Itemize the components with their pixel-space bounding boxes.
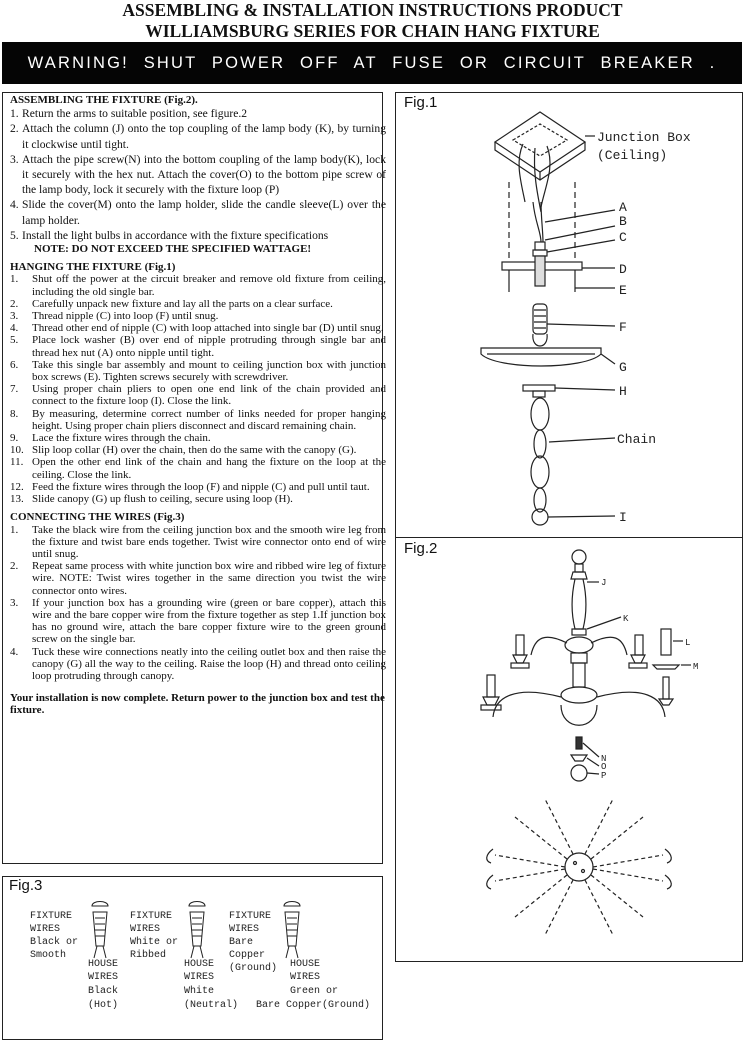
step-number: 4. xyxy=(10,645,19,658)
step-text: Take this single bar assembly and mount to ceiling junction box with junction box screws (E). Tighten screws securely with screwdriver. xyxy=(32,358,386,384)
step-number: 8. xyxy=(10,407,19,420)
g2-h3: White xyxy=(184,986,215,997)
part-a-label: A xyxy=(619,200,627,215)
g3-h2: WIRES xyxy=(290,972,321,983)
step-text: Attach the pipe screw(N) into the bottom coupling of the lamp body(K), lock it securely with the hex nut. Attach the cover(O) to the bottom pipe screw of the lamp body, lock it securely with the fixture loop (P) xyxy=(22,152,386,197)
step-item xyxy=(10,273,386,297)
step-item xyxy=(10,383,386,407)
step-item xyxy=(10,106,386,121)
g1-h4: (Hot) xyxy=(88,1000,119,1011)
ceiling-label: (Ceiling) xyxy=(597,148,668,163)
g1-h3: Black xyxy=(88,986,119,997)
step-text: Slide canopy (G) up flush to ceiling, secure using loop (H). xyxy=(32,493,293,506)
step-text: Feed the fixture wires through the loop (F) and nipple (C) and pull until taut. xyxy=(32,480,370,493)
part-h-label: H xyxy=(619,384,627,399)
fig1-label: Fig.1 xyxy=(404,94,438,111)
part-f-label: F xyxy=(619,320,627,335)
step-text: Place lock washer (B) over end of nipple protruding through single bar and thread hex nut (A) onto nipple until tight. xyxy=(32,334,386,359)
part-n-label: N xyxy=(601,754,607,764)
fig3-label: Fig.3 xyxy=(9,877,43,894)
step-number: 1. xyxy=(10,107,19,121)
g1-f3: Black or xyxy=(30,937,79,948)
step-text: Slide the cover(M) onto the lamp holder, slide the candle sleeve(L) over the lamp holder. xyxy=(22,198,386,227)
part-o-label: O xyxy=(601,762,607,772)
step-item xyxy=(10,524,386,561)
g3-h3: Green or xyxy=(290,986,339,997)
step-number: 7. xyxy=(10,383,19,396)
step-text: Tuck these wire connections neatly into the ceiling outlet box and then raise the canopy (G) all the way to the ceiling. Raise the loop (H) and thread onto ceiling loop protruding through canopy. xyxy=(32,645,386,682)
step-number: 4. xyxy=(10,322,19,335)
step-text: Open the other end link of the chain and hang the fixture on the loop at the ceiling. Close the link. xyxy=(32,456,386,481)
step-item xyxy=(10,334,386,358)
step-text: If your junction box has a grounding wire (green or bare copper), attach this wire and the bare copper wire from the fixture together as step 1.If junction box has no ground wire, attach the bare copper fixture wire to the green ground screw on the single bar. xyxy=(32,596,386,646)
step-number: 6. xyxy=(10,358,19,371)
chain-label: Chain xyxy=(617,432,657,447)
g3-h1: HOUSE xyxy=(290,959,321,970)
step-number: 3. xyxy=(10,152,19,166)
part-c-label: C xyxy=(619,230,627,245)
step-item xyxy=(10,432,386,444)
g2-f1: FIXTURE xyxy=(130,911,173,922)
step-item xyxy=(10,322,386,334)
assembling-title: ASSEMBLING THE FIXTURE (Fig.2). xyxy=(10,94,198,106)
g2-f3: White or xyxy=(130,937,179,948)
step-text: Carefully unpack new fixture and lay all the parts on a clear surface. xyxy=(32,297,333,310)
part-l-label: L xyxy=(685,638,691,648)
g3-f4: Copper xyxy=(229,950,266,961)
step-item xyxy=(10,646,386,683)
step-item xyxy=(10,298,386,310)
g3-f3: Bare xyxy=(229,937,254,948)
completion-note: Your installation is now complete. Return power to the junction box and test the fixture. xyxy=(10,692,385,717)
g2-h1: HOUSE xyxy=(184,959,215,970)
g1-h2: WIRES xyxy=(88,972,119,983)
step-number: 1. xyxy=(10,523,19,536)
step-text: By measuring, determine correct number of links needed for proper hanging height. Using proper chain pliers disconnect and discard remaining chain. xyxy=(32,407,386,432)
g3-f5: (Ground) xyxy=(229,963,278,974)
step-text: Take the black wire from the ceiling junction box and the smooth wire leg from the fixture and twist bare ends together. Twist wire connector onto end of wire until snug. xyxy=(32,523,386,560)
header-subtitle: WILLIAMSBURG SERIES FOR CHAIN HANG FIXTURE xyxy=(145,21,600,41)
part-m-label: M xyxy=(693,662,699,672)
step-number: 4. xyxy=(10,198,19,212)
wattage-note: NOTE: DO NOT EXCEED THE SPECIFIED WATTAGE! xyxy=(34,243,312,256)
step-item xyxy=(10,444,386,456)
fig1-diagram xyxy=(395,92,743,538)
wires-title: CONNECTING THE WIRES (Fig.3) xyxy=(10,511,185,524)
step-text: Install the light bulbs in accordance with the fixture specifications xyxy=(22,228,329,242)
warning-banner: WARNING! SHUT POWER OFF AT FUSE OR CIRCUIT BREAKER . xyxy=(2,42,742,84)
step-number: 9. xyxy=(10,432,19,445)
part-e-label: E xyxy=(619,283,627,298)
g2-h4: (Neutral) xyxy=(184,1000,239,1011)
step-text: Repeat same process with white junction box wire and ribbed wire leg of fixture wire. NOTE: Twist wires together in the same direction you twist the wire connector onto wires. xyxy=(32,560,386,597)
g2-f2: WIRES xyxy=(130,924,161,935)
step-text: Thread nipple (C) into loop (F) until snug. xyxy=(32,310,219,323)
instructions-text xyxy=(6,92,390,866)
g1-f1: FIXTURE xyxy=(30,911,73,922)
g1-f4: Smooth xyxy=(30,950,67,961)
step-number: 5. xyxy=(10,334,19,347)
part-i-label: I xyxy=(619,510,627,525)
step-text: Using proper chain pliers to open one end link of the chain provided and connect to the fixture loop (I). Close the link. xyxy=(32,383,386,408)
hanging-steps xyxy=(10,273,386,505)
step-item xyxy=(10,197,386,227)
step-text: Shut off the power at the circuit breaker and remove old fixture from ceiling, including the old single bar. xyxy=(32,273,386,298)
step-text: Lace the fixture wires through the chain. xyxy=(32,432,211,445)
step-number: 2. xyxy=(10,560,19,573)
g3-f1: FIXTURE xyxy=(229,911,272,922)
step-text: Slip loop collar (H) over the chain, then do the same with the canopy (G). xyxy=(32,444,357,457)
junction-box-label: Junction Box xyxy=(597,130,691,145)
step-item xyxy=(10,121,386,151)
fig2-diagram xyxy=(395,537,743,962)
step-item xyxy=(10,481,386,493)
part-k-label: K xyxy=(623,614,629,624)
assembling-steps xyxy=(10,106,386,243)
part-g-label: G xyxy=(619,360,627,375)
step-item xyxy=(10,228,386,243)
step-item xyxy=(10,152,386,198)
step-number: 1. xyxy=(10,273,19,286)
step-number: 12. xyxy=(10,480,24,493)
step-item xyxy=(10,408,386,432)
step-number: 3. xyxy=(10,596,19,609)
g3-f2: WIRES xyxy=(229,924,260,935)
step-number: 10. xyxy=(10,444,24,457)
fig2-label: Fig.2 xyxy=(404,540,438,557)
step-item xyxy=(10,456,386,480)
step-item xyxy=(10,560,386,597)
step-number: 2. xyxy=(10,122,19,136)
step-number: 3. xyxy=(10,310,19,323)
fig3-diagram xyxy=(2,876,383,1040)
g2-h2: WIRES xyxy=(184,972,215,983)
step-number: 2. xyxy=(10,297,19,310)
part-p-label: P xyxy=(601,771,607,781)
step-item xyxy=(10,310,386,322)
step-number: 13. xyxy=(10,493,24,506)
step-text: Attach the column (J) onto the top coupling of the lamp body (K), by turning it clockwise until tight. xyxy=(22,122,386,151)
step-item xyxy=(10,597,386,646)
hanging-title: HANGING THE FIXTURE (Fig.1) xyxy=(10,261,176,274)
wires-steps xyxy=(10,524,386,683)
part-d-label: D xyxy=(619,262,627,277)
header-title: ASSEMBLING & INSTALLATION INSTRUCTIONS PRODUCT xyxy=(122,0,623,20)
g1-h1: HOUSE xyxy=(88,959,119,970)
g3-h4: Bare Copper(Ground) xyxy=(256,1000,371,1011)
step-item xyxy=(10,359,386,383)
step-number: 11. xyxy=(10,456,24,469)
step-text: Thread other end of nipple (C) with loop attached into single bar (D) until snug. xyxy=(32,322,384,335)
g2-f4: Ribbed xyxy=(130,950,167,961)
g1-f2: WIRES xyxy=(30,924,61,935)
part-j-label: J xyxy=(601,578,607,588)
step-item xyxy=(10,493,386,505)
step-number: 5. xyxy=(10,228,19,242)
step-text: Return the arms to suitable position, see figure.2 xyxy=(22,107,248,121)
part-b-label: B xyxy=(619,214,627,229)
